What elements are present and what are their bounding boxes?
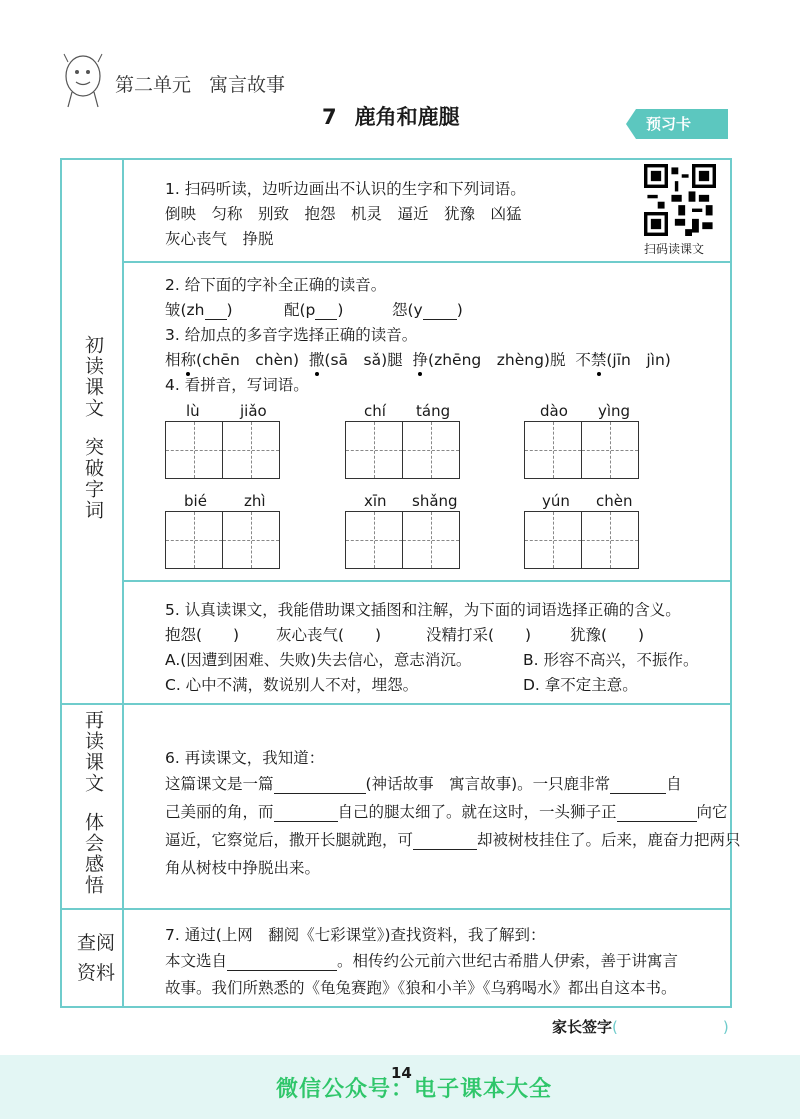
q6-text: 这篇课文是一篇	[165, 775, 274, 793]
pinyin: yìng	[598, 402, 631, 420]
q7-text: 本文选自	[165, 952, 228, 970]
q6-text: (神话故事 寓言故事)。一只鹿非常	[365, 775, 611, 793]
writing-cell[interactable]	[165, 511, 223, 569]
side2-text: 再读课文	[82, 710, 104, 794]
worksheet-frame	[60, 158, 732, 1008]
writing-cell[interactable]	[402, 511, 460, 569]
pinyin: lù	[186, 402, 200, 420]
q1-words-line1: 倒映 匀称 别致 抱怨 机灵 逼近 犹豫 凶猛	[165, 205, 522, 223]
q7-prompt: 7. 通过(上网 翻阅《七彩课堂》)查找资料，我了解到：	[165, 926, 546, 944]
qr-label: 扫码读课文	[644, 242, 705, 256]
q2-blank-1[interactable]	[205, 319, 227, 320]
signature-field[interactable]: ( )	[612, 1018, 729, 1036]
writing-cell[interactable]	[581, 421, 639, 479]
q2-blank-2[interactable]	[315, 319, 337, 320]
q4-prompt: 4. 看拼音，写词语。	[165, 376, 309, 394]
q3-items	[165, 348, 671, 370]
writing-cell[interactable]	[222, 421, 280, 479]
q6-prompt: 6. 再读课文，我知道：	[165, 749, 325, 767]
q6-line-1	[165, 772, 682, 794]
q5-term-1[interactable]: 抱怨( )	[165, 626, 240, 644]
unit-title	[115, 70, 285, 97]
q3-dotted-char-2: 撒	[309, 348, 325, 370]
writing-grid-6[interactable]	[524, 511, 639, 569]
writing-cell[interactable]	[524, 511, 582, 569]
pinyin: jiǎo	[240, 402, 267, 420]
q3-prompt: 3. 给加点的多音字选择正确的读音。	[165, 326, 418, 344]
q3-dotted-char-1: 称	[181, 348, 197, 370]
writing-cell[interactable]	[581, 511, 639, 569]
q3-options-4[interactable]: (jīn jìn)	[606, 351, 671, 369]
pinyin: shǎng	[412, 492, 458, 510]
divider-q4	[122, 580, 732, 582]
q6-text: 却被树枝挂住了。后来，鹿奋力把两只	[477, 831, 741, 849]
parent-signature	[552, 1016, 729, 1037]
q5-term-4[interactable]: 犹豫( )	[570, 626, 645, 644]
q2-item-2: 配(p )	[284, 301, 344, 319]
writing-grid-1[interactable]	[165, 421, 280, 479]
q7-blank[interactable]	[227, 970, 337, 971]
q7-line-2: 故事。我们所熟悉的《龟兔赛跑》《狼和小羊》《乌鸦喝水》都出自这本书。	[165, 979, 677, 997]
side-label-research	[76, 928, 116, 988]
wechat-watermark: 微信公众号：电子课本大全	[276, 1077, 553, 1102]
q6-line-4: 角从树枝中挣脱出来。	[165, 859, 321, 877]
pinyin: xīn	[364, 492, 387, 510]
writing-cell[interactable]	[165, 421, 223, 479]
divider-section1	[60, 703, 732, 705]
q2-item-1: 皱(zh )	[165, 301, 233, 319]
mascot-illustration	[58, 52, 108, 110]
pinyin: bié	[184, 492, 207, 510]
writing-cell[interactable]	[402, 421, 460, 479]
q3-dotted-char-3: 挣	[413, 348, 429, 370]
q3-char: 不	[575, 351, 591, 369]
q5-option-d: D. 拿不定主意。	[523, 676, 638, 694]
pinyin: yún	[542, 492, 570, 510]
lesson-title	[322, 101, 460, 131]
pinyin: chí	[364, 402, 386, 420]
q2-blank-3[interactable]	[423, 319, 457, 320]
q3-char: 相	[165, 351, 181, 369]
qr-code-icon	[644, 164, 716, 236]
q6-line-3	[165, 828, 741, 850]
q2-item-3-text: 怨(y	[392, 301, 423, 319]
pinyin: zhì	[244, 492, 266, 510]
writing-cell[interactable]	[345, 421, 403, 479]
page-number: 14	[391, 1064, 412, 1082]
signature-label: 家长签字	[552, 1018, 613, 1036]
q1-prompt: 1. 扫码听读，边听边画出不认识的生字和下列词语。	[165, 180, 526, 198]
side-label-first-reading	[76, 335, 106, 521]
q3-options-1[interactable]: (chēn chèn)	[196, 351, 300, 369]
divider-q1	[122, 261, 732, 263]
preview-card-label: 预习卡	[646, 115, 692, 133]
writing-grid-5[interactable]	[345, 511, 460, 569]
side1-text: 初读课文	[82, 335, 104, 419]
q6-text: 自己的腿太细了。就在这时，一头狮子正	[337, 803, 617, 821]
side-label-second-reading	[76, 710, 106, 896]
unit-label: 第二单元	[115, 74, 192, 96]
q2-item-1-text: 皱(zh	[165, 301, 205, 319]
q5-option-a: A.(因遭到困难、失败)失去信心，意志消沉。	[165, 651, 472, 669]
q6-blank-3[interactable]	[274, 821, 338, 822]
q3-options-3[interactable]: (zhēng zhèng)脱	[428, 351, 566, 369]
q5-option-b: B. 形容不高兴，不振作。	[523, 651, 699, 669]
writing-grid-4[interactable]	[165, 511, 280, 569]
q3-dotted-char-4: 禁	[591, 348, 607, 370]
column-divider	[122, 158, 124, 1008]
q6-blank-4[interactable]	[617, 821, 697, 822]
q5-prompt: 5. 认真读课文，我能借助课文插图和注解，为下面的词语选择正确的含义。	[165, 601, 681, 619]
q6-blank-5[interactable]	[413, 849, 477, 850]
q6-text: 自	[666, 775, 682, 793]
q5-option-c: C. 心中不满，数说别人不对，埋怨。	[165, 676, 419, 694]
q5-term-3[interactable]: 没精打采( )	[426, 626, 532, 644]
divider-section2	[60, 908, 732, 910]
q6-blank-1[interactable]	[274, 793, 366, 794]
pinyin: táng	[416, 402, 451, 420]
side2b-text: 体会感悟	[82, 812, 104, 896]
q6-text: 己美丽的角，而	[165, 803, 274, 821]
side3-text: 查阅资料	[76, 932, 115, 984]
q1-words-line2: 灰心丧气 挣脱	[165, 230, 274, 248]
writing-cell[interactable]	[524, 421, 582, 479]
lesson-number: 7	[322, 105, 337, 129]
q2-item-3: 怨(y )	[392, 301, 463, 319]
q5-term-2[interactable]: 灰心丧气( )	[276, 626, 382, 644]
q6-text: 逼近，它察觉后，撒开长腿就跑，可	[165, 831, 414, 849]
writing-cell[interactable]	[222, 511, 280, 569]
q6-blank-2[interactable]	[610, 793, 666, 794]
writing-grid-2[interactable]	[345, 421, 460, 479]
unit-theme: 寓言故事	[209, 74, 286, 96]
q6-line-2	[165, 800, 728, 822]
writing-grid-3[interactable]	[524, 421, 639, 479]
pinyin: chèn	[596, 492, 633, 510]
q6-text: 向它	[696, 803, 728, 821]
lesson-name: 鹿角和鹿腿	[354, 105, 460, 129]
q3-options-2[interactable]: (sā sǎ)腿	[324, 351, 403, 369]
q7-line-1	[165, 949, 678, 971]
q2-prompt: 2. 给下面的字补全正确的读音。	[165, 276, 387, 294]
q7-text: 。相传约公元前六世纪古希腊人伊索，善于讲寓言	[337, 952, 679, 970]
side1b-text: 突破字词	[82, 437, 104, 521]
pinyin: dào	[540, 402, 568, 420]
q2-item-2-text: 配(p	[284, 301, 316, 319]
writing-cell[interactable]	[345, 511, 403, 569]
